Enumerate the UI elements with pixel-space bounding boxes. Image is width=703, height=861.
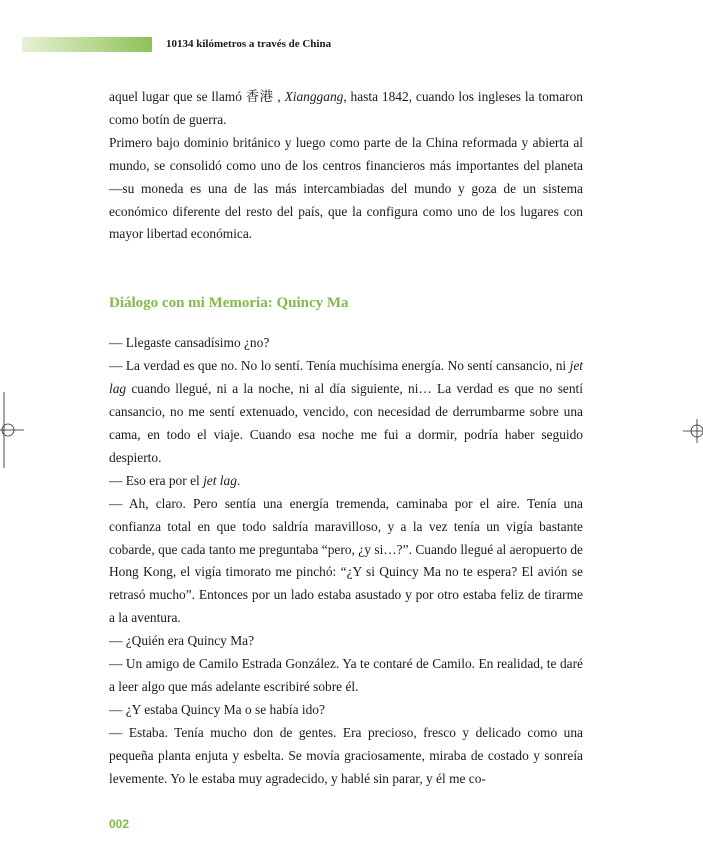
intro-paragraph-1: aquel lugar que se llamó 香港 , Xianggang, hasta 1842, cuando los ingleses la tomaron como botín de guerra. xyxy=(109,89,583,127)
dialogue-line: — Estaba. Tenía mucho don de gentes. Era precioso, fresco y delicado como una pequeña planta enjuta y esbelta. Se movía graciosamente, miraba de costado y sonreía levemente. Yo le estaba muy agradecido, y hablé sin parar, y él me co- xyxy=(109,724,583,786)
registration-mark-left xyxy=(0,392,24,468)
page-body xyxy=(109,86,583,790)
dialogue-line: — ¿Quién era Quincy Ma? xyxy=(109,633,255,649)
dialogue-line: — La verdad es que no. No lo sentí. Tenía muchísima energía. No sentí cansancio, ni jet lag cuando llegué, ni a la noche, ni al día siguiente, ni… La verdad es que no sentí cansancio, no me sentí extenuado, vencido, con necesidad de derrumbarme sobre una cama, en todo el viaje. Cuando esa noche me fui a dormir, podría haber seguido despierto. xyxy=(109,358,583,465)
dialogue-line: — Un amigo de Camilo Estrada González. Ya te contaré de Camilo. En realidad, te daré a leer algo que más adelante escribiré sobre él. xyxy=(109,656,583,694)
section-heading: Diálogo con mi Memoria: Quincy Ma xyxy=(109,295,349,312)
page-number: 002 xyxy=(109,817,130,831)
intro-paragraph-2: Primero bajo dominio británico y luego como parte de la China reformada y abierta al mundo, se consolidó como uno de los centros financieros más importantes del planeta —su moneda es una de las más intercambiadas del mundo y goza de un sistema económico diferente del resto del país, que la configura como uno de los lugares con mayor libertad económica. xyxy=(109,134,583,242)
dialogue-line: — Llegaste cansadísimo ¿no? xyxy=(109,335,270,351)
dialogue-line: — Eso era por el jet lag. xyxy=(109,472,241,488)
dialogue-line: — Ah, claro. Pero sentía una energía tremenda, caminaba por el aire. Tenía una confianza total en que todo saldría maravilloso, y a la vez tenía un vigía bastante cobarde, que cada tanto me preguntaba “pero, ¿y si…?”. Cuando llegué al aeropuerto de Hong Kong, el vigía timorato me pinchó: “¿Y si Quincy Ma no te espera? El avión se retrasó mucho”. Entonces por un lado estaba asustado y por otro estaba feliz de tirarme a la aventura. xyxy=(109,495,583,626)
dialogue-line: — ¿Y estaba Quincy Ma o se había ido? xyxy=(109,701,325,717)
header-accent-bar xyxy=(22,37,152,52)
running-title: 10134 kilómetros a través de China xyxy=(166,38,332,50)
registration-mark-right xyxy=(683,417,703,445)
